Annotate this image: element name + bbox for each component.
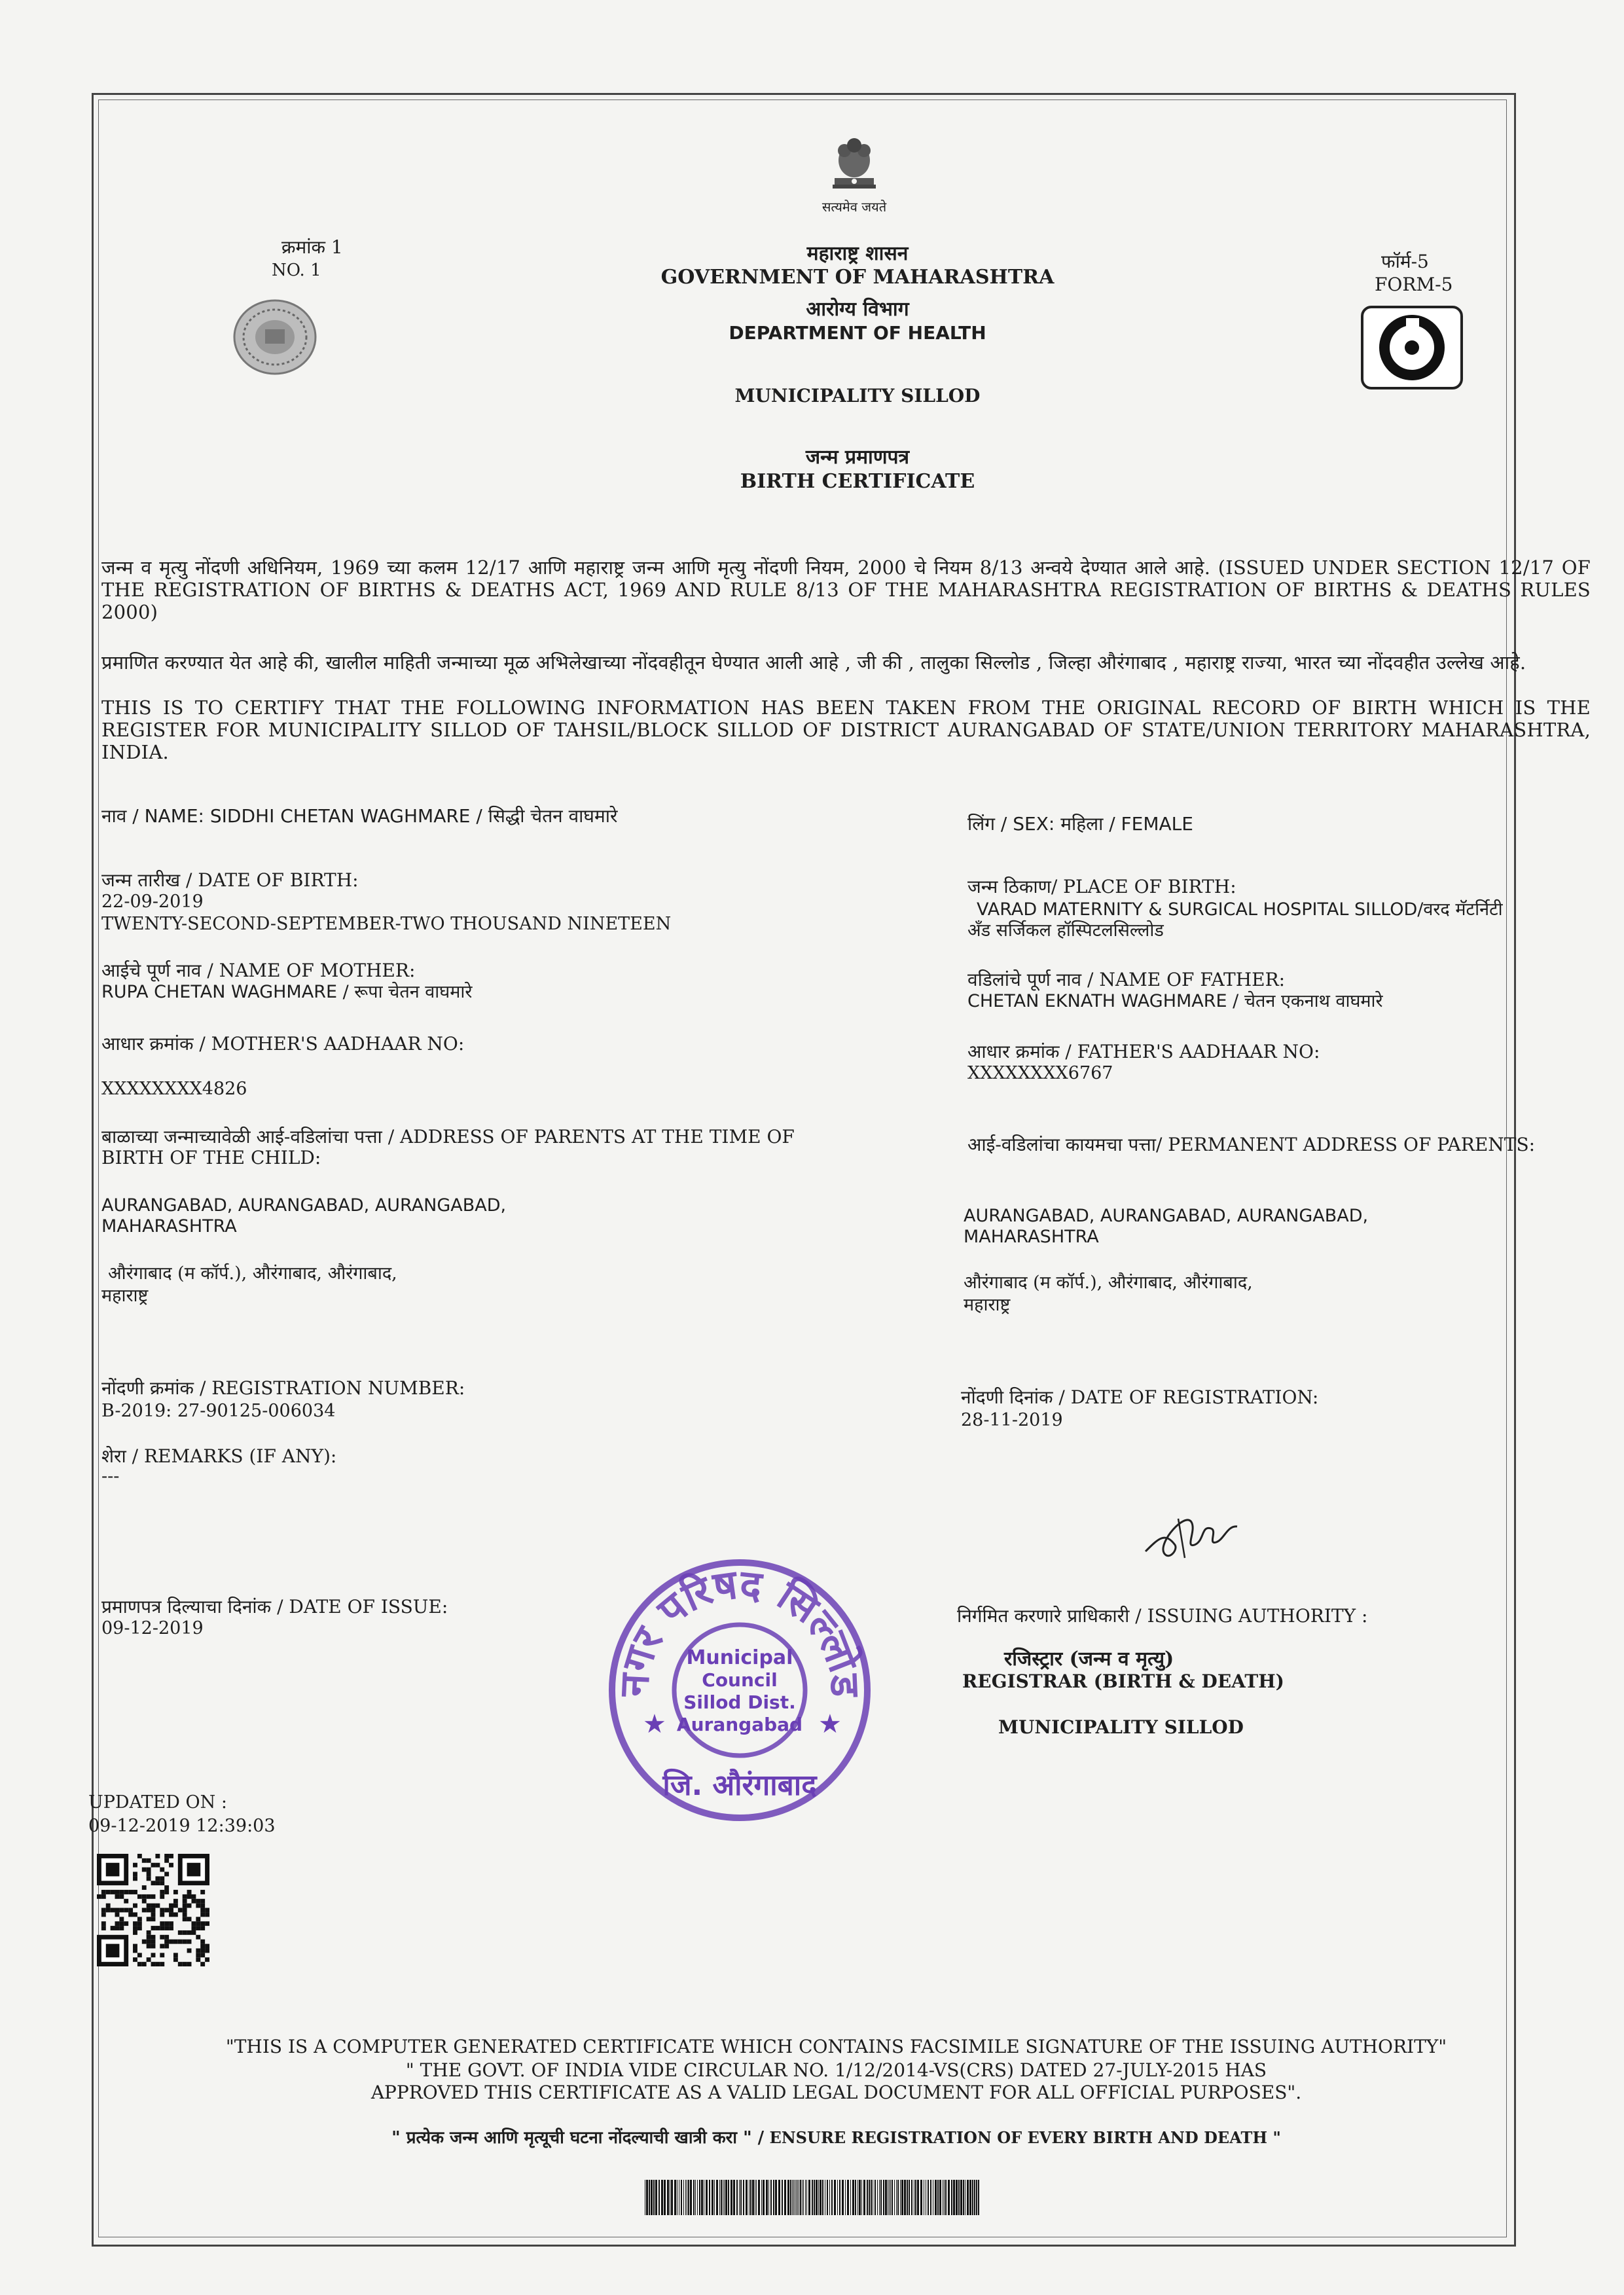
place-of-birth-value-2: अँड सर्जिकल हॉस्पिटलसिल्लोड (967, 920, 1164, 941)
crs-logo (1360, 305, 1464, 393)
footer-line-1: "THIS IS A COMPUTER GENERATED CERTIFICATE WHICH CONTAINS FACSIMILE SIGNATURE OF THE ISSUING AUTHORITY" (225, 2036, 1447, 2057)
emblem-motto: सत्यमेव जयते (821, 199, 887, 215)
registration-number-label: नोंदणी क्रमांक / REGISTRATION NUMBER: (101, 1377, 465, 1399)
gov-en: GOVERNMENT OF MAHARASHTRA (660, 266, 1055, 289)
address-at-birth-label-2: BIRTH OF THE CHILD: (101, 1147, 321, 1168)
place-of-birth-value-1: VARAD MATERNITY & SURGICAL HOSPITAL SILLOD/वरद मॅटर्निटी (977, 899, 1503, 920)
certify-paragraph-en: THIS IS TO CERTIFY THAT THE FOLLOWING INFORMATION HAS BEEN TAKEN FROM THE ORIGINAL RECORD OF BIRTH WHICH IS THE REGISTER FOR MUNICIPALITY SILLOD OF TAHSIL/BLOCK SILLOD OF DISTRICT AURANGABAD OF STATE/UNION TERRITORY MAHARASHTRA, INDIA. (101, 696, 1591, 763)
stamp-inner-2: Council (702, 1669, 778, 1691)
registrar-signature (1139, 1499, 1244, 1574)
sex: लिंग / SEX: महिला / FEMALE (967, 813, 1193, 835)
address-at-birth-en-1: AURANGABAD, AURANGABAD, AURANGABAD, (101, 1195, 507, 1216)
registration-date-label: नोंदणी दिनांक / DATE OF REGISTRATION: (961, 1386, 1319, 1408)
signature-icon (1139, 1499, 1244, 1571)
permanent-address-en-1: AURANGABAD, AURANGABAD, AURANGABAD, (964, 1206, 1369, 1226)
issuing-authority-label: निर्गमित करणारे प्राधिकारी / ISSUING AUTHORITY : (957, 1605, 1368, 1627)
title-mr: जन्म प्रमाणपत्र (805, 446, 910, 469)
certify-paragraph-mr: प्रमाणित करण्यात येत आहे की, खालील माहिती जन्माच्या मूळ अभिलेखाच्या नोंदवहीतून घेण्यात आली आहे , जी की , तालुका सिल्लोड , जिल्हा औरंगाबाद , महाराष्ट्र राज्या, भारत च्या नोंदवहीत उल्लेख आहे. (101, 651, 1526, 674)
gov-mr: महाराष्ट्र शासन (806, 242, 909, 265)
child-name: नाव / NAME: SIDDHI CHETAN WAGHMARE / सिद्धी चेतन वाघमारे (101, 805, 618, 827)
rubber-stamp-icon (602, 1553, 877, 1828)
father-aadhaar-label: आधार क्रमांक / FATHER'S AADHAAR NO: (967, 1041, 1320, 1062)
stamp-inner-1: Municipal (686, 1646, 793, 1669)
date-of-issue-label: प्रमाणपत्र दिल्याचा दिनांक / DATE OF ISSUE: (101, 1596, 448, 1617)
dob-label: जन्म तारीख / DATE OF BIRTH: (101, 869, 359, 891)
dob-value: 22-09-2019 (101, 892, 204, 912)
address-at-birth-mr-1: औरंगाबाद (म कॉर्प.), औरंगाबाद, औरंगाबाद, (108, 1263, 397, 1284)
stamp-inner-3: Sillod Dist. (683, 1691, 796, 1713)
permanent-address-mr-1: औरंगाबाद (म कॉर्प.), औरंगाबाद, औरंगाबाद, (964, 1273, 1253, 1293)
father-aadhaar-value: XXXXXXXX6767 (967, 1063, 1113, 1083)
address-at-birth-en-2: MAHARASHTRA (101, 1216, 237, 1237)
father-name-label: वडिलांचे पूर्ण नाव / NAME OF FATHER: (967, 969, 1286, 990)
updated-on-value: 09-12-2019 12:39:03 (88, 1816, 276, 1836)
stamp-star-left-icon: ★ (643, 1709, 666, 1739)
stamp-star-right-icon: ★ (818, 1709, 842, 1739)
permanent-address-label: आई-वडिलांचा कायमचा पत्ता/ PERMANENT ADDRESS OF PARENTS: (967, 1134, 1536, 1155)
remarks-value: --- (101, 1466, 120, 1487)
barcode (645, 2180, 981, 2215)
form-label-mr: फॉर्म-5 (1381, 251, 1429, 272)
footer-line-3: APPROVED THIS CERTIFICATE AS A VALID LEGAL DOCUMENT FOR ALL OFFICIAL PURPOSES". (370, 2082, 1302, 2103)
qr-code-icon (97, 1854, 209, 1966)
authority-municipality: MUNICIPALITY SILLOD (998, 1716, 1244, 1738)
footer-slogan-mr: " प्रत्येक जन्म आणि मृत्यूची घटना नोंदल्याची खात्री करा " / (391, 2128, 765, 2148)
place-of-birth-label: जन्म ठिकाण/ PLACE OF BIRTH: (967, 876, 1236, 897)
dob-words: TWENTY-SECOND-SEPTEMBER-TWO THOUSAND NINETEEN (101, 914, 672, 934)
crs-logo-icon (1360, 305, 1464, 390)
form-label-en: FORM-5 (1375, 274, 1453, 295)
mother-name-value: RUPA CHETAN WAGHMARE / रूपा चेतन वाघमारे (101, 982, 473, 1002)
address-at-birth-mr-2: महाराष्ट्र (101, 1286, 149, 1306)
mother-aadhaar-label: आधार क्रमांक / MOTHER'S AADHAAR NO: (101, 1033, 465, 1055)
registration-date-value: 28-11-2019 (961, 1410, 1063, 1430)
stamp-top-arc: नगर परिषद सिल्लोड (609, 1560, 870, 1698)
permanent-address-en-2: MAHARASHTRA (964, 1227, 1099, 1247)
permanent-address-mr-2: महाराष्ट्र (964, 1295, 1011, 1315)
registrar-title-mr: रजिस्ट्रार (जन्म व मृत्यु) (1004, 1648, 1174, 1671)
footer-slogan (101, 2125, 1571, 2148)
title-en: BIRTH CERTIFICATE (740, 470, 975, 493)
registration-number-value: B-2019: 27-90125-006034 (101, 1401, 336, 1421)
mother-name-label: आईचे पूर्ण नाव / NAME OF MOTHER: (101, 960, 416, 981)
seal-icon (232, 298, 317, 376)
lion-capital-icon (818, 131, 890, 196)
national-emblem (818, 131, 890, 199)
maharashtra-seal (232, 298, 317, 379)
dept-mr: आरोग्य विभाग (806, 298, 909, 321)
municipal-council-stamp (602, 1553, 877, 1830)
registrar-title-en: REGISTRAR (BIRTH & DEATH) (962, 1671, 1284, 1692)
remarks-label: शेरा / REMARKS (IF ANY): (101, 1445, 337, 1467)
mother-aadhaar-value: XXXXXXXX4826 (101, 1079, 247, 1099)
date-of-issue-value: 09-12-2019 (101, 1618, 204, 1638)
barcode-icon (645, 2180, 981, 2215)
father-name-value: CHETAN EKNATH WAGHMARE / चेतन एकनाथ वाघमारे (967, 991, 1383, 1011)
qr-code (97, 1854, 209, 1969)
stamp-bottom: जि. औरंगाबाद (662, 1769, 817, 1802)
address-at-birth-label-1: बाळाच्या जन्माच्यावेळी आई-वडिलांचा पत्ता / ADDRESS OF PARENTS AT THE TIME OF (101, 1126, 795, 1148)
issued-under-paragraph: जन्म व मृत्यु नोंदणी अधिनियम, 1969 च्या कलम 12/17 आणि महाराष्ट्र जन्म आणि मृत्यु नोंदणी नियम, 2000 चे नियम 8/13 अन्वये देण्यात आले आहे. (ISSUED UNDER SECTION 12/17 OF THE REGISTRATION OF BIRTHS & DEATHS ACT, 1969 AND RULE 8/13 OF THE MAHARASHTRA REGISTRATION OF BIRTHS & DEATHS RULES 2000) (101, 556, 1591, 623)
stamp-inner-4: Aurangabad (676, 1714, 803, 1735)
updated-on-label: UPDATED ON : (88, 1792, 227, 1813)
dept-en: DEPARTMENT OF HEALTH (729, 322, 986, 344)
footer-slogan-en: ENSURE REGISTRATION OF EVERY BIRTH AND DEATH " (769, 2128, 1281, 2147)
municipality-title: MUNICIPALITY SILLOD (734, 385, 981, 407)
serial-label-mr: क्रमांक 1 (281, 236, 343, 258)
serial-label-en: NO. 1 (272, 261, 321, 280)
footer-line-2: " THE GOVT. OF INDIA VIDE CIRCULAR NO. 1/12/2014-VS(CRS) DATED 27-JULY-2015 HAS (405, 2059, 1267, 2081)
